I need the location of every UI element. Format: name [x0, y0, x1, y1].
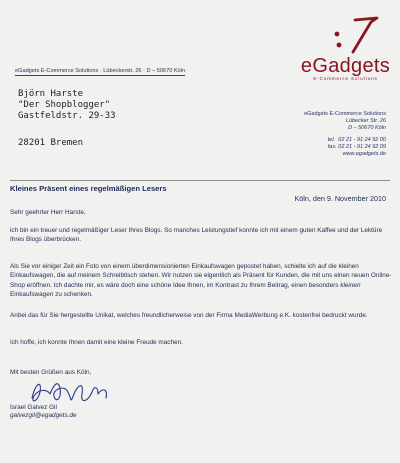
brand-name: eGadgets: [300, 55, 391, 77]
letter-paragraph-1: ich bin ein treuer und regelmäßiger Leser Ihres Blogs. So manches Leistungstief konnte ich mit einem guten Kaffee und der Lektüre Ihres Blogs überbrücken.: [10, 227, 383, 244]
brand-block: [298, 55, 393, 81]
sender-return-line: eGadgets E-Commerce Solutions · Lübeckerstr. 26 · D – 50670 Köln: [15, 68, 186, 74]
recipient-address: [18, 89, 116, 122]
recipient-org: "Der Shopblogger": [18, 100, 111, 110]
letter-paragraph-4: Ich hoffe, ich konnte Ihnen damit eine kleine Freude machen.: [10, 339, 183, 346]
tel-number: 02 21 - 91 24 92 00: [338, 136, 386, 143]
letter-subject: Kleines Präsent eines regelmäßigen Lesers: [10, 184, 167, 193]
company-web: www.egadgets.de: [342, 151, 386, 158]
letter-salutation: Sehr geehrter Herr Harste,: [10, 209, 86, 216]
letter-paragraph-2: [10, 262, 395, 299]
recipient-city: 28201 Bremen: [18, 138, 84, 148]
recipient-street: Gastfeldstr. 29-33: [18, 111, 116, 121]
signer-email: galvezgil@egadgets.de: [10, 412, 77, 420]
paragraph-2-text-a: Als Sie vor einiger Zeit ein Foto von einem überdimensionierten Einkaufswagen gepostet haben, schielte ich auf die kleinen Einkaufswagen, die auf meinem Schreibtisch stehen. Wir nutzen sie eigentlich als Präsent für Kunden, die mit uns einen neuen Online-Shop eröffnen. Ich dachte mir, es wäre doch eine schöne Idee Ihnen, im Kontrast zu Ihrem Beitrag, einen besonders: [10, 263, 392, 289]
company-street: Lübecker Str. 26: [345, 118, 386, 125]
fax-number: 02 21 - 91 24 92 09: [338, 143, 386, 150]
recipient-name: Björn Harste: [18, 89, 84, 99]
letter-place-date: Köln, den 9. November 2010: [294, 194, 386, 203]
company-fax: [304, 144, 386, 151]
egadgets-logo-mark: [325, 14, 385, 56]
signer-name: Israel Galvez Gil: [10, 404, 57, 411]
company-tel: [304, 137, 386, 144]
tel-label: tel.: [327, 136, 336, 143]
fax-label: fax.: [327, 143, 337, 150]
brand-tagline: E-Commerce Solutions: [313, 76, 378, 81]
handwritten-signature: [28, 374, 138, 408]
company-contact-block: [304, 111, 386, 158]
letter-closing: Mit besten Grüßen aus Köln,: [10, 369, 92, 376]
paragraph-2-emphasis: kleinen: [340, 281, 361, 289]
header-divider: [10, 180, 390, 181]
company-name: eGadgets E-Commerce Solutions: [304, 111, 386, 117]
company-city: D – 50670 Köln: [348, 125, 386, 132]
letter-paragraph-3: Anbei das für Sie hergestellte Unikat, welches freundlicherweise von der Firma MediaWerbung e.K. kostenfrei bedruckt wurde.: [10, 312, 368, 319]
paragraph-2-text-b: Einkaufswagen zu schenken.: [10, 290, 93, 298]
signer-block: [10, 404, 77, 421]
